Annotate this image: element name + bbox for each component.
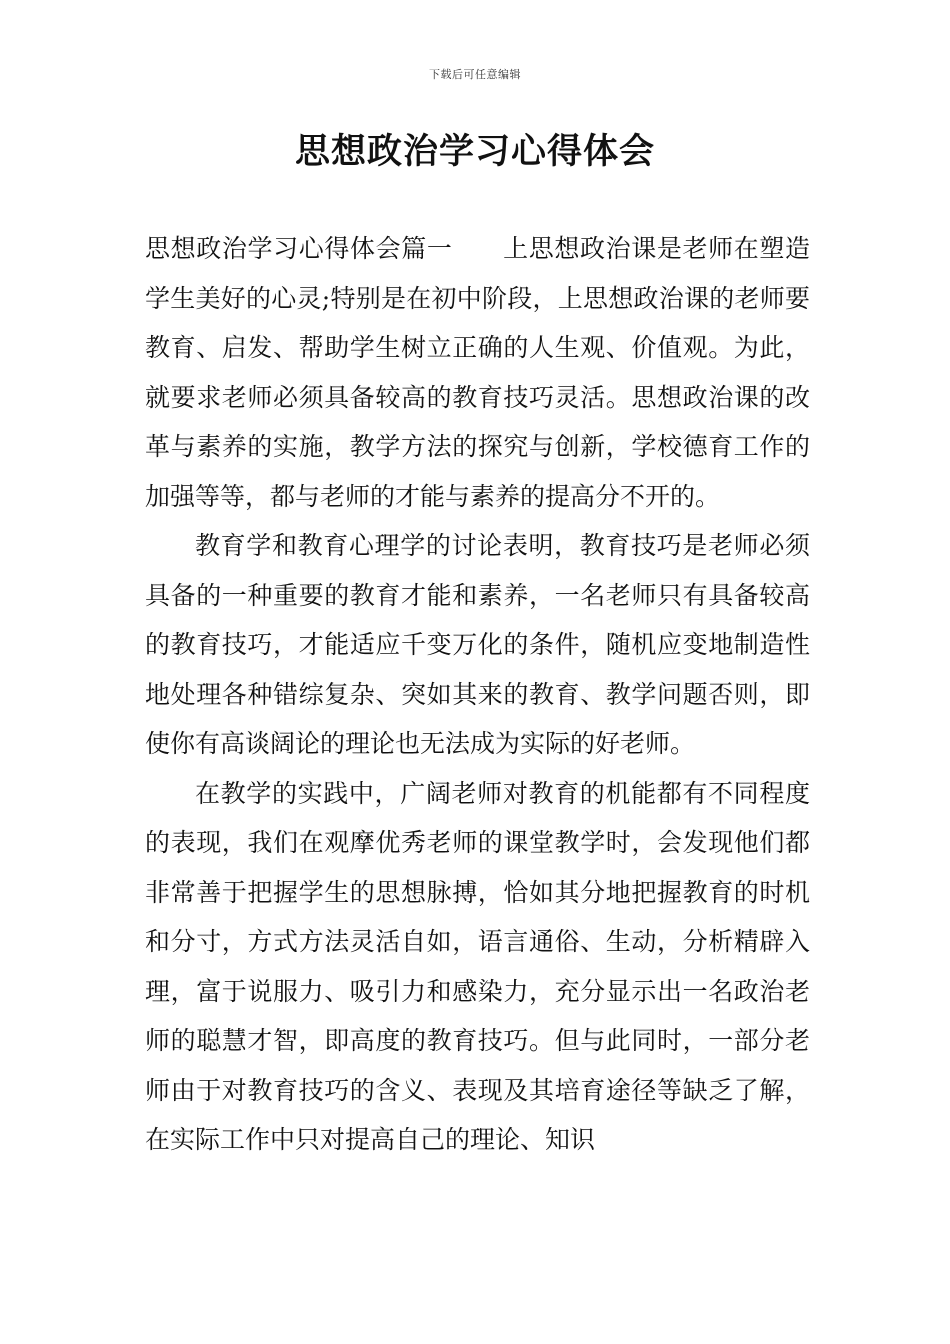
document-title: 思想政治学习心得体会 (294, 131, 655, 172)
paragraph-1 (145, 224, 810, 521)
paragraph-1-lead: 思想政治学习心得体会篇一 (145, 234, 453, 263)
header-note: 下载后可任意编辑 (429, 68, 521, 81)
paragraph-1-text: 上思想政治课是老师在塑造学生美好的心灵;特别是在初中阶段，上思想政治课的老师要教育、启发、帮助学生树立正确的人生观、价值观。为此，就要求老师必须具备较高的教育技巧灵活。思想政治课的改革与素养的实施，教学方法的探究与创新，学校德育工作的加强等等，都与老师的才能与素养的提高分不开的。 (145, 234, 810, 511)
paragraph-2: 教育学和教育心理学的讨论表明，教育技巧是老师必须具备的一种重要的教育才能和素养，一名老师只有具备较高的教育技巧，才能适应千变万化的条件，随机应变地制造性地处理各种错综复杂、突如其来的教育、教学问题否则，即使你有高谈阔论的理论也无法成为实际的好老师。 (145, 531, 810, 758)
document-body (145, 224, 810, 1165)
paragraph-3: 在教学的实践中，广阔老师对教育的机能都有不同程度的表现，我们在观摩优秀老师的课堂教学时，会发现他们都非常善于把握学生的思想脉搏，恰如其分地把握教育的时机和分寸，方式方法灵活自如，语言通俗、生动，分析精辟入理，富于说服力、吸引力和感染力，充分显示出一名政治老师的聪慧才智，即高度的教育技巧。但与此同时，一部分老师由于对教育技巧的含义、表现及其培育途径等缺乏了解，在实际工作中只对提高自己的理论、知识 (145, 778, 810, 1154)
